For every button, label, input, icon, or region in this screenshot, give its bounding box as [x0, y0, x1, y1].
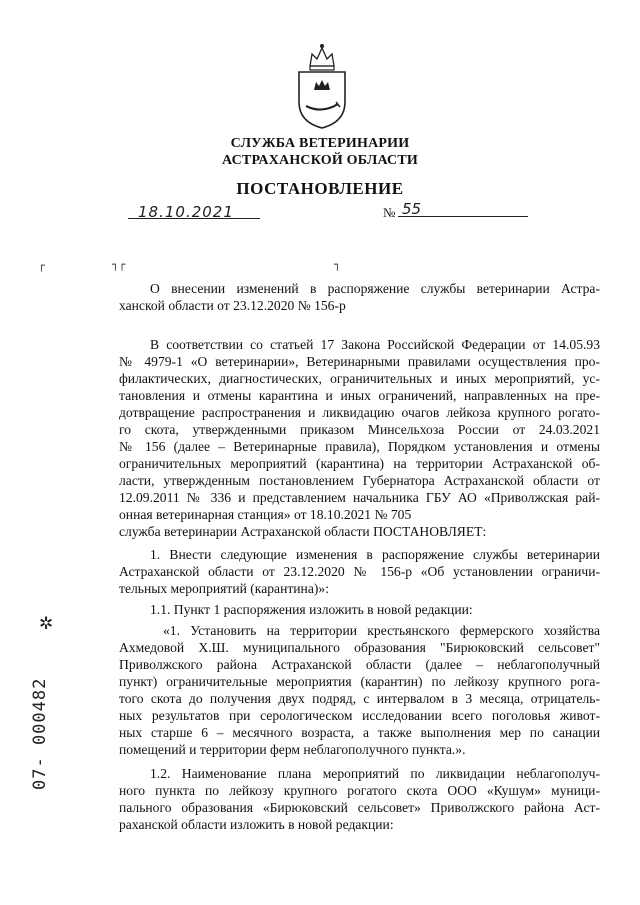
- subject-line: ханской области от 23.12.2020 № 156-р: [119, 298, 346, 313]
- body-text-line: дотвращение распространения и ликвидацию очагов лейкоза крупного рогато-: [119, 405, 600, 420]
- organization-name-line1: СЛУЖБА ВЕТЕРИНАРИИ: [230, 136, 410, 151]
- item-1-line: тельных мероприятий (карантина)»:: [119, 581, 329, 596]
- quoted-text-line: «1. Установить на территории крестьянского фермерского хозяйства: [163, 623, 600, 638]
- handwritten-number: 55: [402, 200, 422, 218]
- corner-mark-mid: ┐┌: [112, 258, 126, 271]
- quoted-text-line: ных старше 6 – месячного возраста, а также выполнения мер по санации: [119, 725, 600, 740]
- quoted-text-line: того скота до получения двух подряд, с интервалом в 3 месяца, отрицатель-: [119, 691, 600, 706]
- body-text-line: служба ветеринарии Астраханской области ПОСТАНОВЛЯЕТ:: [119, 524, 487, 539]
- body-text-line: ласти, утвержденным постановлением Губернатора Астраханской области от: [119, 473, 600, 488]
- quoted-text-line: Приволжского района Астраханской области (далее – неблагополучный: [119, 657, 600, 672]
- number-underline: [398, 216, 528, 217]
- corner-mark-left: ┌: [38, 259, 45, 272]
- body-text-line: 12.09.2011 № 336 и представлением начальника ГБУ АО «Приволжская рай-: [119, 490, 600, 505]
- coat-of-arms-emblem: [294, 40, 350, 130]
- date-underline: [128, 218, 260, 219]
- body-text-line: онная ветеринарная станция» от 18.10.2021 № 705: [119, 507, 412, 522]
- asterisk-mark: ✲: [39, 614, 54, 634]
- quoted-text-line: помещений и территории ферм неблагополучного пункта.».: [119, 742, 466, 757]
- corner-mark-right: ┐: [334, 258, 341, 271]
- body-text-line: № 156 (далее – Ветеринарные правила), Порядком установления и отмены: [119, 439, 600, 454]
- subject-line: О внесении изменений в распоряжение службы ветеринарии Астра-: [150, 281, 600, 296]
- body-text-line: № 4979-1 «О ветеринарии», Ветеринарными правилами осуществления про-: [119, 354, 600, 369]
- body-text-line: В соответствии со статьей 17 Закона Российской Федерации от 14.05.93: [150, 337, 600, 352]
- quoted-text-line: Ахмедовой Х.Ш. муниципального образования "Бирюковский сельсовет": [119, 640, 600, 655]
- quoted-text-line: пункт) ограничительные мероприятия (карантин) по лейкозу крупного рога-: [119, 674, 600, 689]
- handwritten-date: 18.10.2021: [138, 203, 234, 221]
- body-text-line: ограничительных мероприятий (карантина) на территории Астраханской об-: [119, 456, 600, 471]
- body-text-line: филактических, диагностических, ограничительных и иных мероприятий, ус-: [119, 371, 600, 386]
- item-1-line: Астраханской области от 23.12.2020 № 156-р «Об установлении ограничи-: [119, 564, 600, 579]
- organization-name-line2: АСТРАХАНСКОЙ ОБЛАСТИ: [221, 153, 418, 168]
- item-1-2-line: пального образования «Бирюковский сельсовет» Приволжского района Аст-: [119, 800, 600, 815]
- side-registration-number: 07- 000482: [30, 677, 50, 790]
- body-text-line: го скота, утвержденными приказом Минсельхоза России от 24.03.2021: [119, 422, 600, 437]
- body-text-line: тановления и отмены карантина и иных ограничений, направленных на пре-: [119, 388, 600, 403]
- item-1-2-line: раханской области изложить в новой редакции:: [119, 817, 394, 832]
- quoted-text-line: ных результатов при серологическом исследовании всего поголовья живот-: [119, 708, 600, 723]
- number-label: №: [383, 205, 396, 220]
- item-1-2-line: 1.2. Наименование плана мероприятий по ликвидации неблагополуч-: [150, 766, 600, 781]
- item-1-2-line: ного пункта по лейкозу крупного рогатого скота ООО «Кушум» муници-: [119, 783, 600, 798]
- item-1-line: 1. Внести следующие изменения в распоряжение службы ветеринарии: [150, 547, 600, 562]
- item-1-1-line: 1.1. Пункт 1 распоряжения изложить в новой редакции:: [150, 602, 473, 617]
- document-title: ПОСТАНОВЛЕНИЕ: [236, 179, 404, 198]
